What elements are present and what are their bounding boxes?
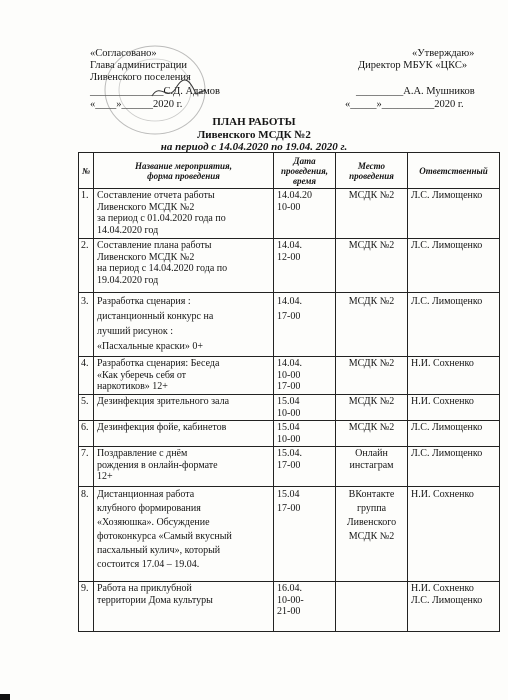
approval-left-line3: Ливенского поселения: [90, 72, 191, 83]
row-place: МСДК №2: [336, 189, 408, 239]
row-responsible: Л.С. Лимощенко: [408, 421, 500, 447]
row-date: 14.04.20 10-00: [274, 189, 336, 239]
row-place: [336, 582, 408, 632]
approval-left-line1: «Согласовано»: [90, 48, 157, 59]
row-num: 7.: [79, 447, 94, 487]
row-responsible: Н.И. Сохненко: [408, 487, 500, 582]
document-title: ПЛАН РАБОТЫ: [212, 116, 296, 128]
row-place: МСДК №2: [336, 421, 408, 447]
row-name: Дезинфекция фойе, кабинетов: [94, 421, 274, 447]
approval-right-line5: «_____»__________2020 г.: [345, 99, 464, 110]
table-row: [79, 447, 500, 487]
table-row: [79, 189, 500, 239]
header-date: Дата проведения, время: [274, 153, 336, 189]
approval-left-line5: «____»______2020 г.: [90, 99, 183, 110]
table-row: [79, 487, 500, 582]
row-date: 14.04. 10-00 17-00: [274, 357, 336, 395]
table-row: [79, 293, 500, 357]
row-place: ВКонтакте группа Ливенского МСДК №2: [336, 487, 408, 582]
row-place: МСДК №2: [336, 357, 408, 395]
document-subtitle: Ливенского МСДК №2: [197, 129, 311, 141]
scan-edge-mark: [0, 694, 10, 700]
row-responsible: Н.И. Сохненко: [408, 357, 500, 395]
row-name: Поздравление с днём рождения в онлайн-формате 12+: [94, 447, 274, 487]
document-period: на период с 14.04.2020 по 19.04. 2020 г.: [160, 141, 348, 153]
row-num: 4.: [79, 357, 94, 395]
table-row: [79, 357, 500, 395]
table-row: [79, 395, 500, 421]
row-place: МСДК №2: [336, 293, 408, 357]
row-date: 15.04 10-00: [274, 395, 336, 421]
table-row: [79, 421, 500, 447]
approval-right-line1: «Утверждаю»: [412, 48, 475, 59]
row-num: 8.: [79, 487, 94, 582]
row-name: Разработка сценария: Беседа «Как уберечь себя от наркотиков» 12+: [94, 357, 274, 395]
row-num: 5.: [79, 395, 94, 421]
row-place: Онлайн инстаграм: [336, 447, 408, 487]
row-date: 16.04. 10-00- 21-00: [274, 582, 336, 632]
approval-left-line2: Глава администрации: [90, 60, 187, 71]
row-responsible: Н.И. Сохненко: [408, 395, 500, 421]
header-responsible: Ответственный: [408, 153, 500, 189]
row-name: Составление отчета работы Ливенского МСДК №2 за период с 01.04.2020 года по 14.04.2020 год: [94, 189, 274, 239]
row-name: Дистанционная работа клубного формирования «Хозяюшка». Обсуждение фотоконкурса «Самый вкусный пасхальный кулич», который состоится 17.04 – 19.04.: [94, 487, 274, 582]
row-place: МСДК №2: [336, 239, 408, 293]
row-date: 15.04. 17-00: [274, 447, 336, 487]
table-row: [79, 582, 500, 632]
approval-right-line2: Директор МБУК «ЦКС»: [358, 60, 468, 71]
row-num: 6.: [79, 421, 94, 447]
row-date: 14.04. 17-00: [274, 293, 336, 357]
row-responsible: Л.С. Лимощенко: [408, 293, 500, 357]
row-num: 3.: [79, 293, 94, 357]
row-place: МСДК №2: [336, 395, 408, 421]
row-date: 15.04 17-00: [274, 487, 336, 582]
row-name: Составление плана работы Ливенского МСДК №2 на период с 14.04.2020 года по 19.04.2020 год: [94, 239, 274, 293]
row-responsible: Л.С. Лимощенко: [408, 239, 500, 293]
row-num: 9.: [79, 582, 94, 632]
row-name: Разработка сценария : дистанционный конкурс на лучший рисунок : «Пасхальные краски» 0+: [94, 293, 274, 357]
header-place: Место проведения: [336, 153, 408, 189]
row-date: 14.04. 12-00: [274, 239, 336, 293]
row-name: Работа на приклубной территории Дома культуры: [94, 582, 274, 632]
header-name: Название мероприятия, форма проведения: [94, 153, 274, 189]
row-responsible: Л.С. Лимощенко: [408, 447, 500, 487]
table-header-row: [79, 153, 500, 189]
signature-left: [150, 78, 210, 104]
work-plan-table: [78, 152, 500, 632]
row-date: 15.04 10-00: [274, 421, 336, 447]
row-name: Дезинфекция зрительного зала: [94, 395, 274, 421]
approval-right-line4: _________А.А. Мушников: [356, 86, 475, 97]
header-num: №: [79, 153, 94, 189]
row-num: 2.: [79, 239, 94, 293]
row-num: 1.: [79, 189, 94, 239]
row-responsible: Л.С. Лимощенко: [408, 189, 500, 239]
approval-left-line4: ______________С.Д. Адамов: [90, 86, 220, 97]
row-responsible: Н.И. Сохненко Л.С. Лимощенко: [408, 582, 500, 632]
table-row: [79, 239, 500, 293]
